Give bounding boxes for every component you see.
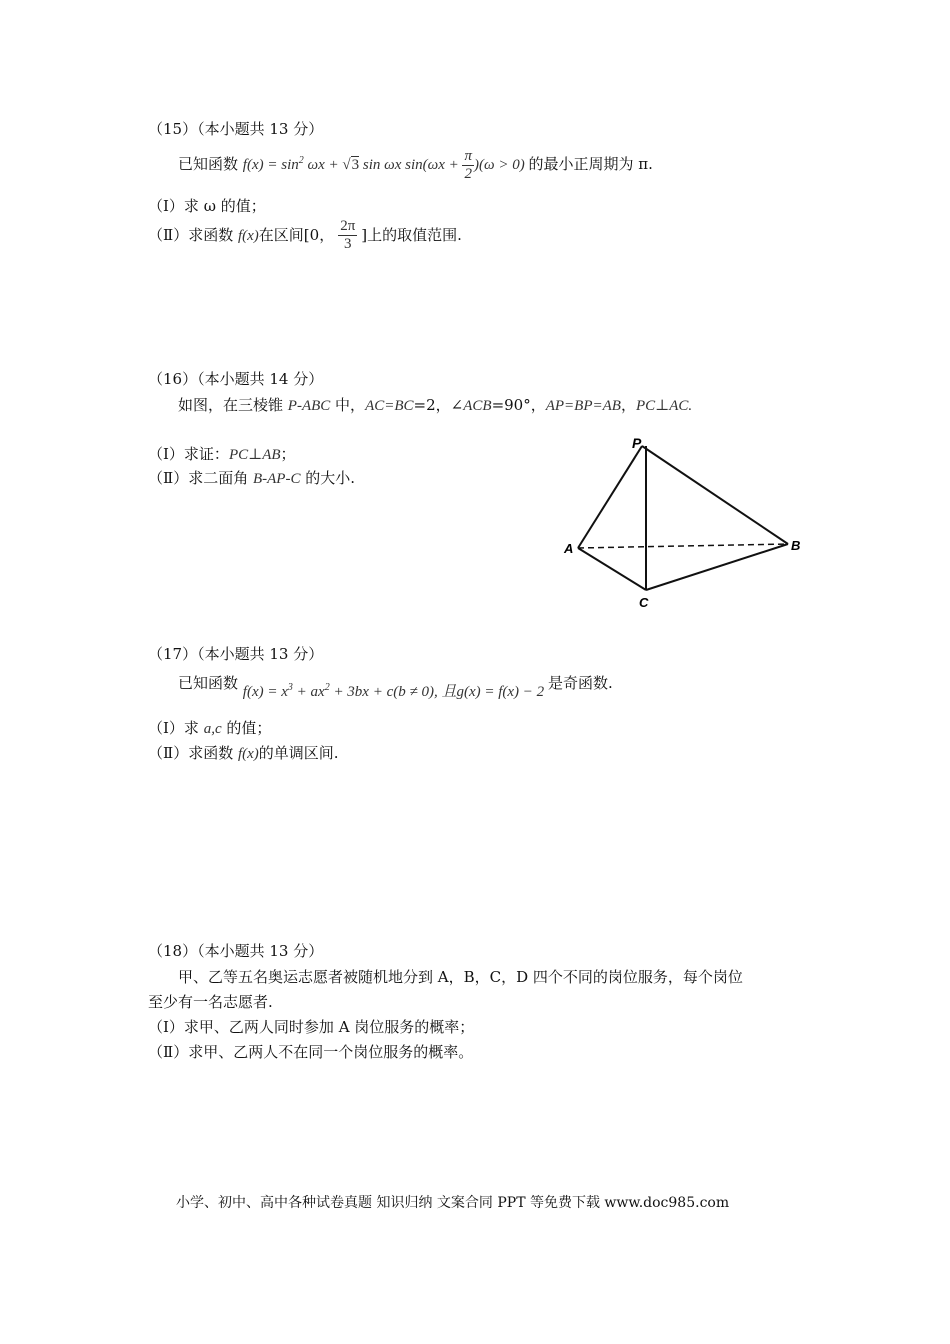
q15-formula-t3: )(ω > 0) xyxy=(474,157,525,174)
q15-part2-fx: f(x) xyxy=(237,227,259,244)
q17-part2-math: f(x) xyxy=(237,746,259,762)
q17-part2 xyxy=(148,742,339,763)
sqrt-argument: 3 xyxy=(351,157,360,174)
q16-stem xyxy=(178,394,692,415)
q17-part2-suffix: 的单调区间. xyxy=(258,744,339,762)
q15-two-pi-over-3 xyxy=(338,218,357,254)
q15-formula xyxy=(242,148,529,183)
edge-cb xyxy=(646,544,788,590)
q15-stem xyxy=(178,148,653,184)
q16-apbpab: AP=BP=AB xyxy=(545,398,621,414)
q17-formula-square: 2 xyxy=(324,682,330,693)
q17-part1-suffix: 的值； xyxy=(221,719,272,737)
edge-pb xyxy=(642,446,788,544)
q17-part2-prefix: （Ⅱ）求函数 xyxy=(148,744,238,762)
q17-formula-t2: + 3bx + c(b ≠ 0), 且g(x) = f(x) − 2 xyxy=(329,684,545,700)
q15-formula-t2: sin ωx sin(ωx + xyxy=(359,157,463,174)
q18-stem-line1: 甲、乙等五名奥运志愿者被随机地分到 A，B，C，D 四个不同的岗位服务，每个岗位 xyxy=(178,968,743,986)
q15-formula-t1: ωx + xyxy=(303,157,343,174)
q15-part2-prefix: （Ⅱ）求函数 xyxy=(148,225,238,244)
q15-frac-num: π xyxy=(462,148,474,166)
edge-ab-hidden xyxy=(578,544,788,548)
q16-part1-prefix: （Ⅰ）求证： xyxy=(148,445,229,463)
q18-part2: （Ⅱ）求甲、乙两人不在同一个岗位服务的概率。 xyxy=(148,1043,474,1061)
label-p: P xyxy=(632,435,642,451)
q16-part2 xyxy=(148,467,355,488)
q15-stem-suffix: 的最小正周期为 π. xyxy=(528,155,653,174)
q16-stem-mid3: =90°， xyxy=(491,396,546,414)
q15-part2-frac-num: 2π xyxy=(338,218,357,236)
q16-stem-mid4: ， xyxy=(620,396,636,414)
q16-acb: ACB xyxy=(463,398,492,414)
q15-pi-over-2 xyxy=(462,148,474,184)
q16-stem-prefix: 如图，在三棱锥 xyxy=(178,396,288,414)
q15-header: （15）（本小题共 13 分） xyxy=(148,120,324,138)
sqrt-symbol: √ xyxy=(342,157,351,174)
q16-stem-mid1: 中， xyxy=(330,396,366,414)
q16-acbc: AC=BC xyxy=(365,398,414,414)
q16-header: （16）（本小题共 14 分） xyxy=(148,370,324,388)
q16-part2-suffix: 的大小. xyxy=(300,469,355,487)
q17-formula-t1: + ax xyxy=(292,684,325,700)
q17-stem-suffix: 是奇函数. xyxy=(547,674,613,692)
q15-part2-mid: 在区间[0， xyxy=(258,225,335,244)
edge-ac xyxy=(578,548,646,590)
q17-header: （17）（本小题共 13 分） xyxy=(148,645,324,663)
q18-header: （18）（本小题共 13 分） xyxy=(148,942,324,960)
q15-stem-prefix: 已知函数 xyxy=(178,155,239,174)
q15-part1: （Ⅰ）求 ω 的值； xyxy=(148,197,266,215)
q15-formula-square: 2 xyxy=(298,155,304,167)
q15-part2-suffix: ]上的取值范围. xyxy=(361,225,462,244)
q17-part1-prefix: （Ⅰ）求 xyxy=(148,719,204,737)
q15-frac-den: 2 xyxy=(464,166,472,183)
q16-part1-suffix: ； xyxy=(280,445,296,463)
q17-stem xyxy=(178,668,613,700)
q15-part2-frac-den: 3 xyxy=(343,236,352,253)
q16-stem-mid2: =2，∠ xyxy=(413,396,464,414)
label-b: B xyxy=(791,538,801,553)
q17-formula-f: f(x) = x xyxy=(242,684,288,700)
q16-pabc: P-ABC xyxy=(287,398,331,414)
q18-part1: （Ⅰ）求甲、乙两人同时参加 A 岗位服务的概率； xyxy=(148,1018,475,1036)
label-a: A xyxy=(564,541,574,556)
tetrahedron-figure xyxy=(560,430,810,615)
q16-part1 xyxy=(148,443,296,464)
q16-pcac: PC⊥AC. xyxy=(635,398,693,414)
q17-formula-cube: 3 xyxy=(287,682,293,693)
q17-part1-math: a,c xyxy=(203,721,222,737)
page-footer: 小学、初中、高中各种试卷真题 知识归纳 文案合同 PPT 等免费下载 www.doc985.com xyxy=(176,1195,730,1211)
q15-part2 xyxy=(148,218,462,254)
q17-part1 xyxy=(148,717,271,738)
q17-stem-prefix: 已知函数 xyxy=(178,674,239,692)
label-c: C xyxy=(639,595,649,610)
q16-part2-prefix: （Ⅱ）求二面角 xyxy=(148,469,253,487)
q16-part2-math: B-AP-C xyxy=(252,471,301,487)
q15-formula-lhs: f(x) = sin xyxy=(242,157,299,174)
q17-formula xyxy=(243,684,548,700)
q18-stem-line2: 至少有一名志愿者. xyxy=(148,993,273,1011)
edge-pa xyxy=(578,446,642,548)
q16-part1-math: PC⊥AB xyxy=(228,447,281,463)
